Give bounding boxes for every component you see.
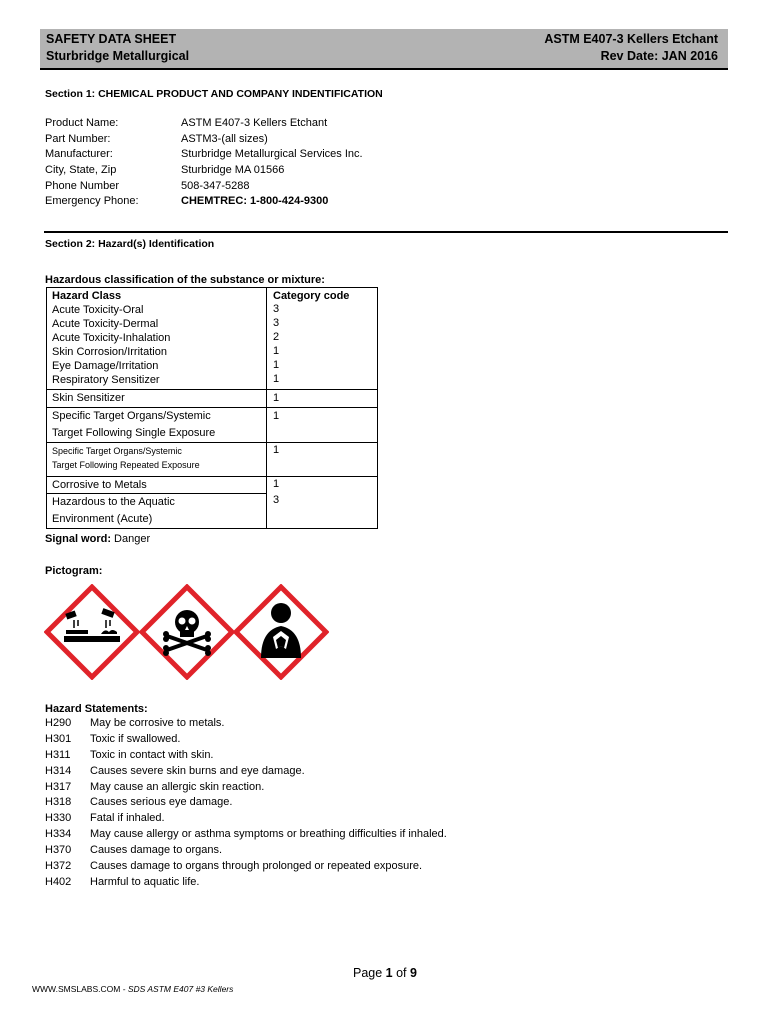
category-code-cell: 1 [273,392,280,404]
category-code-cell: 1 [273,410,280,422]
hazard-text: Causes damage to organs. [90,844,223,856]
hazard-text: Toxic in contact with skin. [90,749,214,761]
footer-doc-ref: - SDS ASTM E407 #3 Kellers [120,984,234,994]
hazard-text: Causes damage to organs through prolonged or repeated exposure. [90,860,423,872]
page-current: 1 [385,966,393,980]
category-code-cell: 3 [273,494,280,506]
info-row [45,194,645,210]
info-label: Part Number: [45,132,111,145]
health-hazard-pictogram [236,587,326,677]
pictogram-label: Pictogram: [45,565,103,577]
row-divider [47,493,266,494]
category-code-header: Category code [273,290,350,302]
hazard-text: Harmful to aquatic life. [90,876,200,888]
signal-word-label: Signal word: [45,533,111,545]
category-code-cell: 1 [273,345,280,357]
hazard-text: May be corrosive to metals. [90,717,225,729]
hazard-class-cell: Hazardous to the Aquatic [52,496,175,508]
document-header [40,29,728,70]
category-code-cell: 3 [273,317,280,329]
hazard-code: H334 [45,828,72,840]
hazard-statements-list [0,717,770,897]
hazard-text: Toxic if swallowed. [90,733,181,745]
hazard-code: H372 [45,860,72,872]
ghs-pictograms [44,584,329,680]
emergency-phone-value: CHEMTREC: 1-800-424-9300 [181,195,329,208]
hazard-text: May cause allergy or asthma symptoms or breathing difficulties if inhaled. [90,828,447,840]
page-number [353,966,417,980]
info-label: Manufacturer: [45,148,113,161]
hazard-class-cell: Acute Toxicity-Dermal [52,318,159,330]
hazard-code: H301 [45,733,72,745]
hazard-code: H318 [45,796,72,808]
hazard-code: H402 [45,876,72,888]
info-row [45,116,645,132]
hazard-code: H311 [45,749,71,761]
hazard-class-cell: Skin Corrosion/Irritation [52,346,167,358]
hazard-class-cell: Target Following Repeated Exposure [52,460,200,470]
info-value: Sturbridge Metallurgical Services Inc. [181,148,363,161]
hazard-text: May cause an allergic skin reaction. [90,781,265,793]
page-total: 9 [410,966,417,980]
hazard-code: H330 [45,812,72,824]
info-row [45,147,645,163]
table-row [47,442,377,477]
product-title: ASTM E407-3 Kellers Etchant [544,32,718,46]
hazard-code: H370 [45,844,72,856]
table-row [47,476,377,528]
document-title: SAFETY DATA SHEET [46,32,177,46]
category-code-cell: 1 [273,478,280,490]
hazard-class-cell: Eye Damage/Irritation [52,360,159,372]
info-label: Phone Number [45,179,119,192]
section2-heading: Section 2: Hazard(s) Identification [45,238,215,250]
revision-date: Rev Date: JAN 2016 [600,49,718,63]
hazard-class-cell: Acute Toxicity-Inhalation [52,332,171,344]
info-value: ASTM3-(all sizes) [181,132,268,145]
hazard-code: H317 [45,781,72,793]
signal-word [45,532,150,548]
hazard-class-cell: Skin Sensitizer [52,392,125,404]
footer-reference [32,984,233,994]
page-prefix: Page [353,966,386,980]
hazard-class-cell: Specific Target Organs/Systemic [52,410,211,422]
info-label: City, State, Zip [45,164,117,177]
section1-info [45,116,645,210]
info-value: ASTM E407-3 Kellers Etchant [181,117,328,129]
hazard-statements-title: Hazard Statements: [45,703,148,715]
section1-heading: Section 1: CHEMICAL PRODUCT AND COMPANY INDENTIFICATION [45,88,383,100]
hazard-class-cell: Acute Toxicity-Oral [52,304,144,316]
info-value: 508-347-5288 [181,179,250,192]
category-code-cell: 1 [273,359,280,371]
hazard-class-cell: Target Following Single Exposure [52,427,216,439]
table-row [47,389,377,408]
signal-word-value: Danger [111,533,151,545]
table-row [47,407,377,443]
skull-crossbones-pictogram [142,587,232,677]
hazard-text: Causes serious eye damage. [90,796,233,808]
section-divider [44,231,728,233]
hazard-class-cell: Specific Target Organs/Systemic [52,446,182,456]
hazard-code: H290 [45,717,72,729]
hazard-class-header: Hazard Class [52,290,122,302]
hazard-text: Causes severe skin burns and eye damage. [90,765,305,777]
info-row [45,179,645,195]
hazard-class-cell: Respiratory Sensitizer [52,374,160,386]
table-row [47,288,377,390]
corrosion-pictogram [47,587,137,677]
category-code-cell: 3 [273,303,280,315]
category-code-cell: 2 [273,331,280,343]
info-row [45,132,645,148]
info-label: Product Name: [45,117,119,129]
hazard-class-cell: Corrosive to Metals [52,479,147,491]
page-of: of [392,966,410,980]
info-value: Sturbridge MA 01566 [181,164,285,177]
category-code-cell: 1 [273,444,280,456]
hazard-classification-table [46,287,378,529]
hazard-text: Fatal if inhaled. [90,812,165,824]
footer-website: WWW.SMSLABS.COM [32,984,121,994]
category-code-cell: 1 [273,373,280,385]
hazard-class-cell: Environment (Acute) [52,513,153,525]
info-row [45,163,645,179]
info-label: Emergency Phone: [45,195,139,208]
classification-title: Hazardous classification of the substance or mixture: [45,274,325,286]
hazard-code: H314 [45,765,72,777]
company-name: Sturbridge Metallurgical [46,49,190,63]
